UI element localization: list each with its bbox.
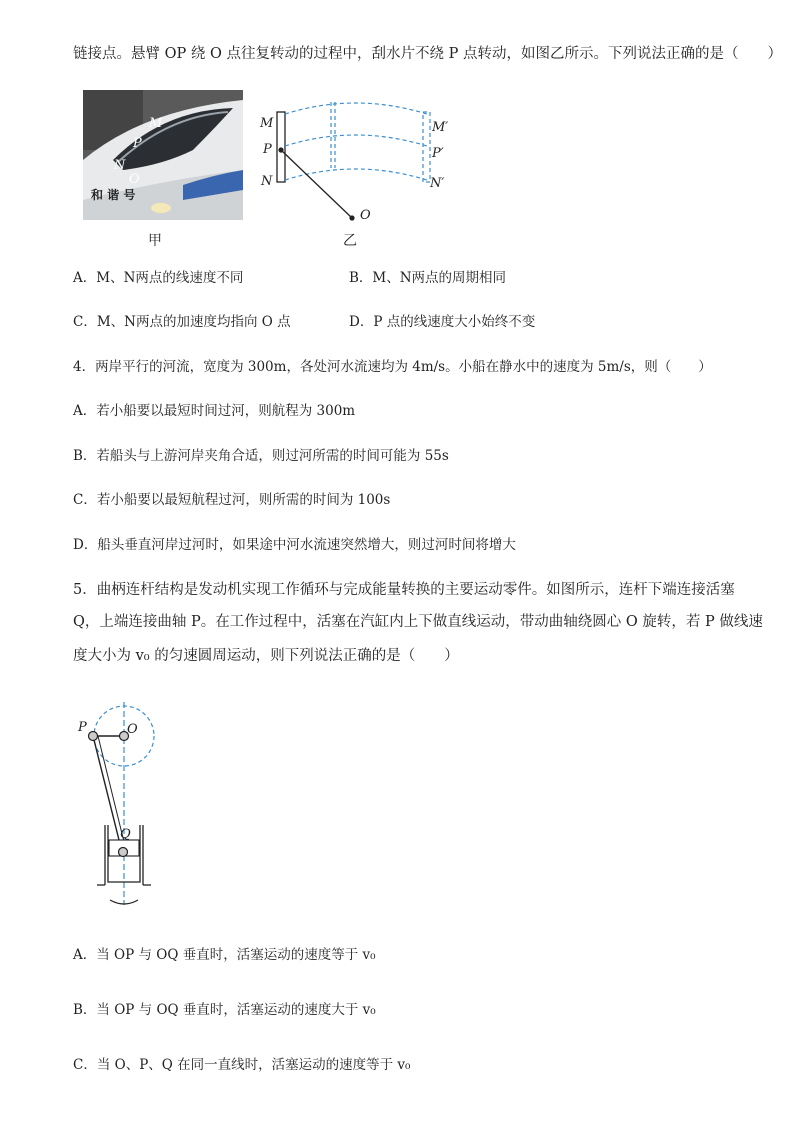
q5-option-c[interactable]: C．当 O、P、Q 在同一直线时，活塞运动的速度等于 v₀: [73, 1057, 411, 1073]
wiper-diagram-drawing: [255, 90, 465, 250]
crank-label-q: Q: [120, 827, 131, 842]
q3-option-b[interactable]: B．M、N两点的周期相同: [349, 270, 507, 286]
crank-diagram-drawing: [75, 700, 165, 910]
q3-option-d[interactable]: D．P 点的线速度大小始终不变: [349, 314, 536, 330]
q4-stem: 4．两岸平行的河流，宽度为 300m，各处河水流速均为 4m/s。小船在静水中的速度为 5m/s，则（ ）: [73, 359, 712, 375]
q5-option-a[interactable]: A．当 OP 与 OQ 垂直时，活塞运动的速度等于 v₀: [73, 947, 376, 963]
diagram-label-p: P: [263, 142, 272, 157]
train-photo: [83, 90, 243, 220]
diagram-label-m-prime: M′: [432, 120, 449, 135]
q4-option-c[interactable]: C．若小船要以最短航程过河，则所需的时间为 100s: [73, 492, 391, 508]
photo-label-m: M: [149, 116, 163, 131]
fig-yi-caption: 乙: [343, 233, 357, 249]
photo-label-n: N: [114, 158, 126, 173]
diagram-label-n-prime: N′: [430, 176, 445, 191]
q4-option-b[interactable]: B．若船头与上游河岸夹角合适，则过河所需的时间可能为 55s: [73, 448, 449, 464]
photo-logo-text: 和 谐 号: [91, 188, 136, 202]
crank-label-o: O: [127, 722, 138, 737]
fig-jia-caption: 甲: [148, 233, 162, 249]
photo-label-p: P: [133, 136, 142, 151]
wiper-diagram: [255, 90, 465, 250]
photo-label-o: O: [129, 172, 140, 187]
q5-stem-line2: Q，上端连接曲轴 P。在工作过程中，活塞在汽缸内上下做直线运动，带动曲轴绕圆心 O 旋转，若 P 做线速: [73, 614, 763, 630]
diagram-label-p-prime: P′: [432, 146, 444, 161]
diagram-label-m: M: [260, 116, 274, 131]
q3-intro: 链接点。悬臂 OP 绕 O 点往复转动的过程中，刮水片不绕 P 点转动，如图乙所示。下列说法正确的是（ ）: [73, 46, 782, 62]
crank-label-p: P: [78, 720, 87, 735]
q3-option-a[interactable]: A．M、N两点的线速度不同: [73, 270, 244, 286]
diagram-label-o: O: [360, 208, 371, 223]
diagram-label-n: N: [261, 174, 273, 189]
q3-option-c[interactable]: C．M、N两点的加速度均指向 O 点: [73, 314, 291, 330]
q4-option-d[interactable]: D．船头垂直河岸过河时，如果途中河水流速突然增大，则过河时间将增大: [73, 537, 516, 553]
q5-stem-line3: 度大小为 v₀ 的匀速圆周运动，则下列说法正确的是（ ）: [73, 648, 459, 664]
q5-stem-line1: 5．曲柄连杆结构是发动机实现工作循环与完成能量转换的主要运动零件。如图所示，连杆下端连接活塞: [73, 582, 735, 598]
q4-option-a[interactable]: A．若小船要以最短时间过河，则航程为 300m: [73, 403, 356, 419]
q5-option-b[interactable]: B．当 OP 与 OQ 垂直时，活塞运动的速度大于 v₀: [73, 1002, 376, 1018]
crank-diagram: [75, 700, 165, 910]
